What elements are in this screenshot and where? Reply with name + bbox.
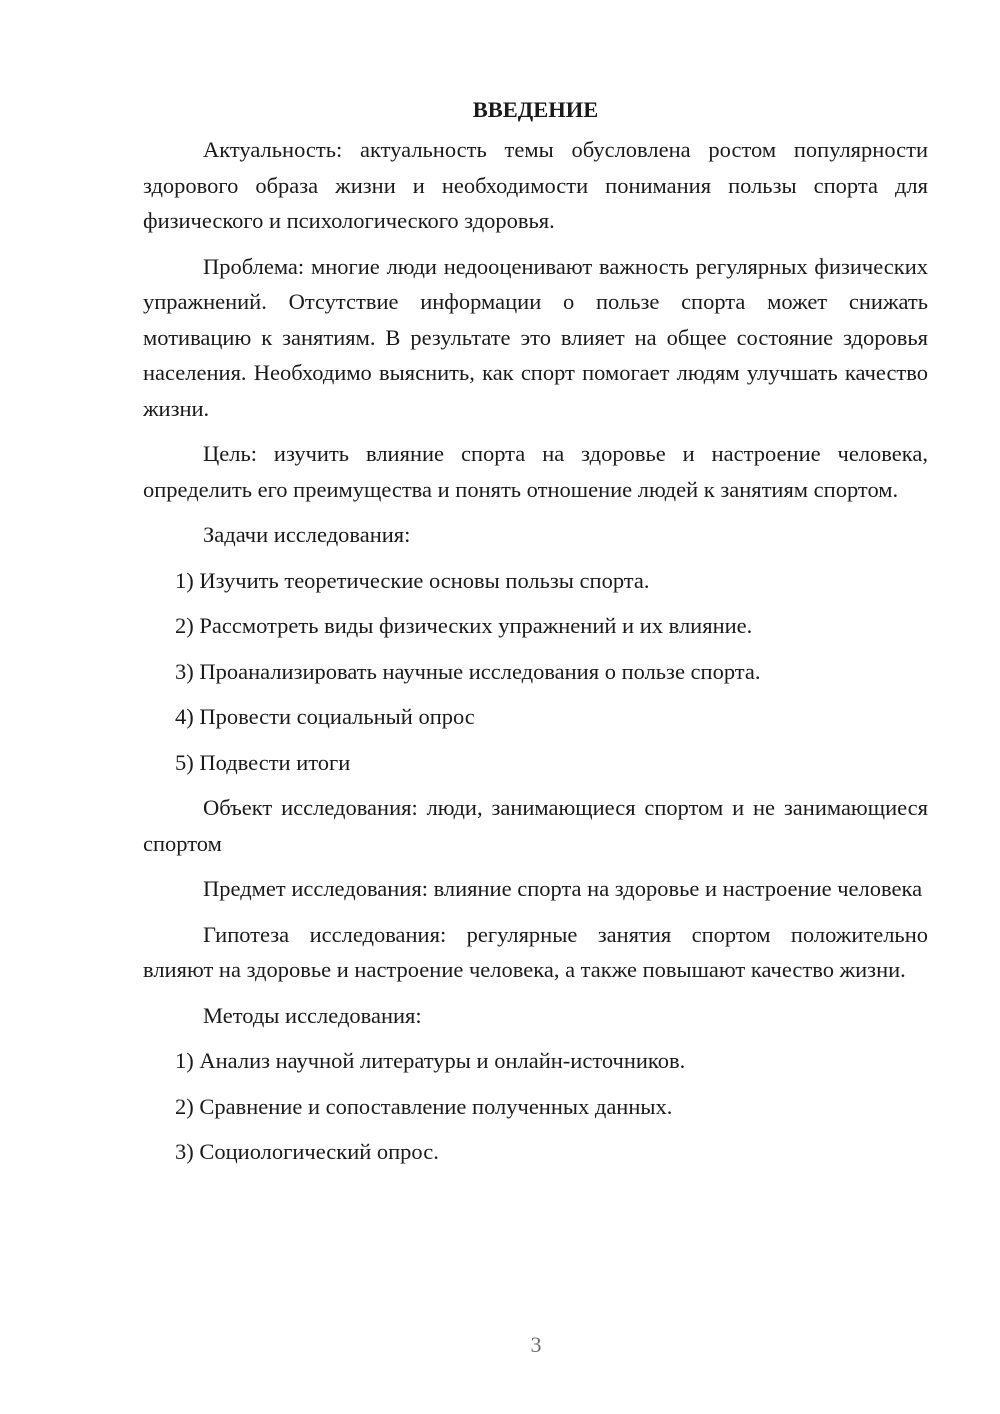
tasks-list <box>143 563 928 781</box>
tasks-heading: Задачи исследования: <box>203 522 411 547</box>
page-content <box>143 92 928 1180</box>
list-item: 3) Социологический опрос. <box>175 1139 439 1164</box>
hypothesis-paragraph: Гипотеза исследования: регулярные занятия спортом положительно влияют на здоровье и настроение человека, а также повышают качество жизни. <box>143 921 928 982</box>
list-item: 2) Сравнение и сопоставление полученных данных. <box>175 1093 673 1119</box>
object-paragraph: Объект исследования: люди, занимающиеся спортом и не занимающиеся спортом <box>143 795 928 856</box>
list-item: 3) Проанализировать научные исследования о пользе спорта. <box>175 658 761 684</box>
relevance-paragraph: Актуальность: актуальность темы обусловлена ростом популярности здорового образа жизни и необходимости понимания пользы спорта для физического и психологического здоровья. <box>143 137 928 233</box>
methods-list <box>143 1043 928 1170</box>
list-item: 1) Изучить теоретические основы пользы спорта. <box>175 567 650 593</box>
list-item: 5) Подвести итоги <box>175 749 351 775</box>
page-title: ВВЕДЕНИЕ <box>472 97 599 122</box>
methods-heading: Методы исследования: <box>203 1002 422 1028</box>
page-number: 3 <box>530 1332 542 1357</box>
list-item: 4) Провести социальный опрос <box>175 704 475 729</box>
goal-paragraph: Цель: изучить влияние спорта на здоровье и настроение человека, определить его преимущества и понять отношение людей к занятиям спортом. <box>143 441 928 502</box>
list-item: 1) Анализ научной литературы и онлайн-источников. <box>175 1048 686 1073</box>
subject-paragraph: Предмет исследования: влияние спорта на здоровье и настроение человека <box>203 876 923 901</box>
list-item: 2) Рассмотреть виды физических упражнений и их влияние. <box>175 613 753 638</box>
problem-paragraph: Проблема: многие люди недооценивают важность регулярных физических упражнений. Отсутствие информации о пользе спорта может снижать мотивацию к занятиям. В результате это влияет на общее состояние здоровья населения. Необходимо выяснить, как спорт помогает людям улучшать качество жизни. <box>143 253 928 421</box>
